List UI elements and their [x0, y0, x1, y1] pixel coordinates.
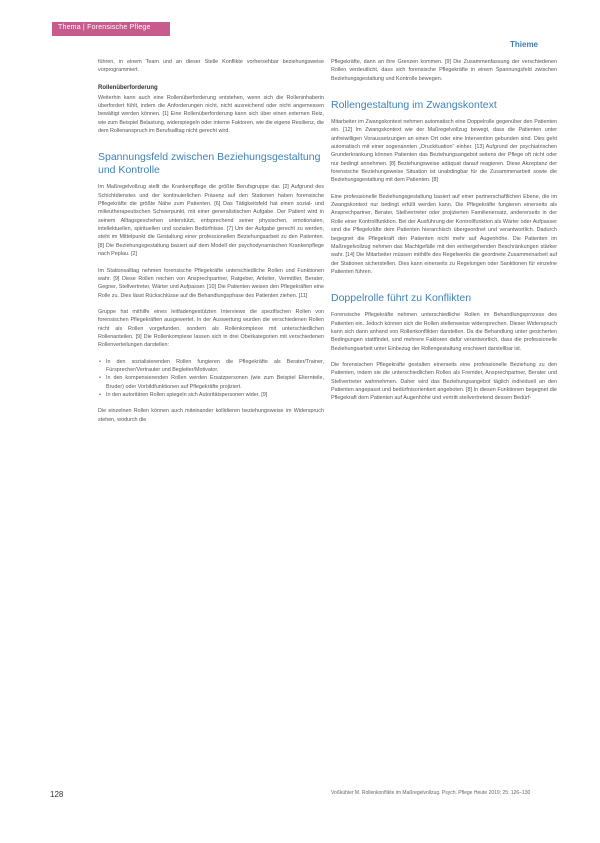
- paragraph: Weiterhin kann auch eine Rollenüberforderung entstehen, wenn sich die Rolleninhaberin überfordert fühlt, indem die Anforderungen nicht, nicht ausreichend oder nicht angemessen bewältigt werden können. [1] Eine Rollenüberforderung kann sich über einen externen Reiz, wie zum Beispiel Belastung, widerspiegeln oder interne Faktoren, wie die eigene Resilienz, die dem Rollenanspruch im Berufsalltag nicht gerecht wird.: [98, 94, 324, 135]
- role-list: [98, 358, 324, 400]
- section-heading-zwangskontext: Rollengestaltung im Zwangskontext: [331, 99, 497, 112]
- left-column: [98, 58, 324, 432]
- subheading-rollenueberforderung: Rollenüberforderung: [98, 84, 158, 91]
- paragraph: Eine professionelle Beziehungsgestaltung basiert auf einer partnerschaftlichen Ebene, die im Zwangskontext nur bedingt erfüllt werden kann. Die Pflegekräfte fungieren einerseits als Ansprechpartner, Berater, Stellvertreter oder projizierten Familienersatz, andererseits in der Rolle einer Kontrollfunktion. Bei der Ausführung der Kontrollfunktion als Wärter oder Aufpasser sind die Pflegekräfte dem Patienten hierarchisch übergeordnet und verantwortlich. Dadurch begegnet die Pflegekraft den Patienten nicht mehr auf Augenhöhe. Die Patienten im Maßregelvollzug nehmen das Machtgefälle mit den einhergehenden Beschränkungen stärker wahr. [14] Die Mitarbeiter müssen mithilfe des Regelwerks die geordnete Zusammenarbeit auf der Stationen sicherstellen. Dies kann einerseits zu Regelungen oder Sanktionen für einzelne Patienten führen.: [331, 193, 557, 275]
- paragraph: Gruppe hat mithilfe eines leitfadengestützten Interviews die spezifischen Rollen von forensischen Pflegekräften ausgewertet. In der Auswertung wurden die verschiedenen Rollen nicht als Rollen vorgefunden, sondern als Rollenkomplexe mit unterschiedlichen Rollenanteilen. [9] Die Rollenkomplexe lassen sich in drei Oberkategorien mit verschiedenen Rollenverteilungen darstellen:: [98, 308, 324, 349]
- paragraph: Mitarbeiter im Zwangskontext nehmen automatisch eine Doppelrolle gegenüber den Patienten ein. [12] Im Zwangskontext wie der Maßregelvollzug bewegt, dass die Patienten unter anfreiwilligen Voraussetzungen an einen Ort oder eine Intervention gebunden sind. Dies geht automatisch mit einer sogenannten „Druckituation“ einher. [13] Aufgrund der psychiatrischen Grunderkrankung können Patienten das Beziehungsangebot seitens der Pflege oft nicht oder nur bedingt annehmen. [8] Beziehungsweise adäquat darauf reagieren. Diese Akzeptanz der forensische Beziehungsweise Situation ist unabdingbar für die Zusammenarbeit sowie die Beziehungsgestaltung mit dem Patienten. [8]: [331, 119, 557, 184]
- paragraph: Die einzelnen Rollen können auch miteinander kollidieren beziehungsweise im Widerspruch stehen, wodurch die: [98, 408, 324, 423]
- citation-footer: Voßkühler M. Rollenkonflikte im Maßregelvollzug. Psych. Pflege Heute 2019; 25: 126–130: [331, 790, 531, 796]
- paragraph: Im Maßregelvollzug stellt die Krankenpflege die größte Berufsgruppe dar. [2] Aufgrund des Schichtdienstes und der kontinuierlichen Präsenz auf den Stationen haben forensische Pflegekräfte die größte Nähe zum Patienten. [6] Das Tätigkeitsfeld hat einen sozial- und milieutherapeutischen Schwerpunkt, mit einer generalistischen Aufgabe. Der Patient wird in seinem Alltagsgeschehen unterstützt, entsprechend seiner physischen, emotionalen, intellektuellen, spirituellen und sozialen Bedürfnisse. [7] Um der Aufgabe gerecht zu werden, steht im Mittelpunkt die Gestaltung einer professionellen Beziehungsarbeit zu den Patienten. [8] Die Beziehungsgestaltung basiert auf dem Modell der psychodynamischen Krankenpflege nach Peplau. [2]: [98, 184, 324, 258]
- section-heading-doppelrolle: Doppelrolle führt zu Konflikten: [331, 292, 472, 305]
- publisher-logo: Thieme: [510, 40, 539, 49]
- paragraph: Die forensischen Pflegekräfte gestalten einerseits eine professionelle Beziehung zu den Patienten, indem sie die unterschiedlichen Rollen als Fremder, Ansprechpartner, Berater und Stellvertreter wahrnehmen. Daher wird das Beziehungsangebot täglich individuell an den Patienten angepasst und bedürfnisorientiert angeboten. [8] In diesen Funktionen begegnet die Pflegekraft dem Patienten auf Augenhöhe und vertritt stellvertretend dessen Bedürf-: [331, 361, 557, 402]
- intro-paragraph: führen, in einem Team und an dieser Stelle Konflikte vorhersehbar beziehungsweise vorprogrammiert.: [98, 59, 324, 74]
- right-column: [331, 58, 557, 411]
- list-item: • In den sozialisierenden Rollen fungieren die Pflegekräfte als Berater/Trainer, Fürsprecher/Vertrauter und Begleiter/Motivator.: [98, 358, 324, 375]
- section-label: Thema | Forensische Pflege: [58, 24, 151, 31]
- section-heading-spannungsfeld: Spannungsfeld zwischen Beziehungsgestaltung und Kontrolle: [98, 151, 321, 177]
- page-number: 128: [50, 790, 64, 799]
- section-tab: [52, 22, 170, 36]
- list-item: • In den kompensierenden Rollen werden Ersatzpersonen (wie zum Beispiel Elternteile, Bruder) oder Vorbildfunktionen auf Pflegekräfte projiziert.: [98, 374, 324, 391]
- paragraph: Pflegekräfte, dann an ihre Grenzen kommen. [9] Die Zusammenfassung der verschiedenen Rollen verdeutlicht, dass sich forensische Pflegekräfte in einem Spannungsfeld zwischen Beziehungsgestaltung und Kontrolle bewegen.: [331, 59, 557, 82]
- paragraph: Forensische Pflegekräfte nehmen unterschiedliche Rollen im Behandlungsprozess des Patienten ein. Jedoch können sich die Rollen stellenweise widersprechen. Dieser Widerspruch kann sich dann anhand von Rollenkonflikten darstellen. Da die Behandlung unter gesicherten Bedingungen stattfindet, sind mehrere Faktoren dafür verantwortlich, dass die professionelle Beziehungsarbeit unter Einbezug der Rollengestaltung erschwert darstellbar ist.: [331, 312, 557, 352]
- paragraph: Im Stationsalltag nehmen forensische Pflegekräfte unterschiedliche Rollen und Funktionen wahr. [9] Diese Rollen reichen von Ansprechpartner, Ratgeber, Anleiter, Vermittler, Berater, Gegner, Stellvertreter, Wärter und Aufpasser. [10] Die Patienten weisen den Pflegekräften eine Rolle zu. Dies lässt Rückschlüsse auf die Behandlungsphase des Patienten ziehen. [11]: [98, 267, 324, 299]
- list-item: • In den autoritären Rollen spiegeln sich Autoritätspersonen wider. [9]: [98, 391, 324, 399]
